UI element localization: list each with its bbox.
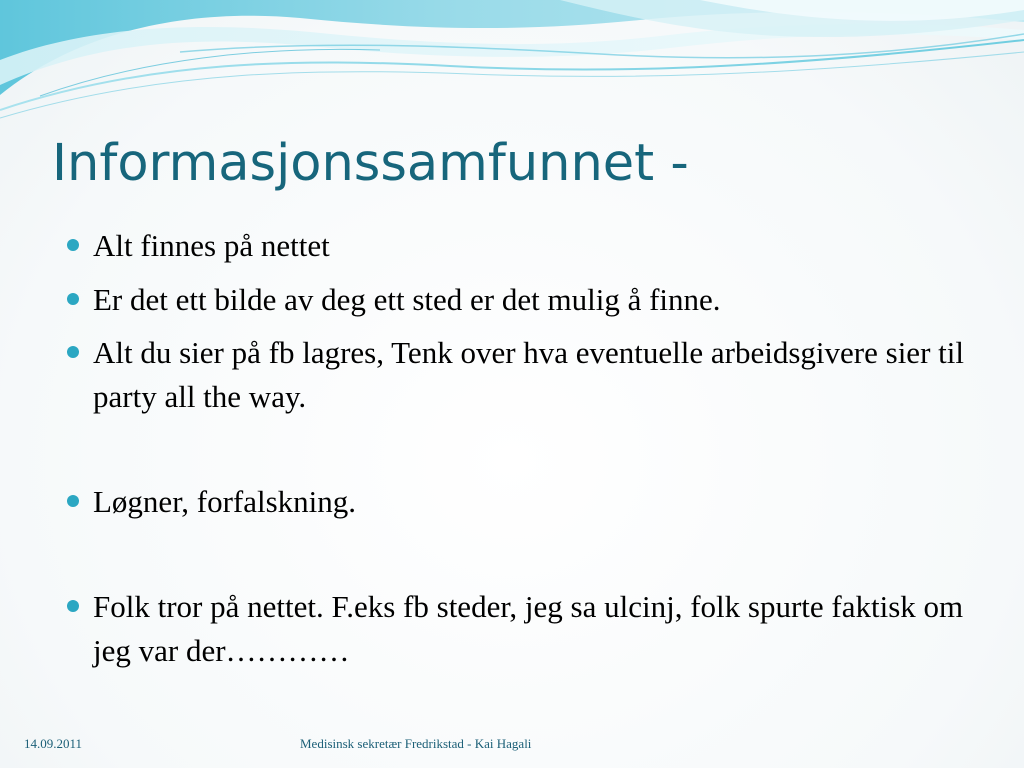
bullet-dot-icon (67, 600, 79, 612)
footer-author: Medisinsk sekretær Fredrikstad - Kai Hagali (300, 736, 532, 751)
bullet-text: Alt finnes på nettet (93, 228, 330, 263)
bullet-text: Alt du sier på fb lagres, Tenk over hva eventuelle arbeidsgivere sier til party all the way. (93, 335, 964, 414)
bullet-dot-icon (67, 293, 79, 305)
bullet-dot-icon (67, 239, 79, 251)
bullet-text: Er det ett bilde av deg ett sted er det mulig å finne. (93, 282, 721, 317)
bullet-dot-icon (67, 495, 79, 507)
bullet-list (64, 224, 964, 673)
bullet-dot-icon (67, 346, 79, 358)
bullet-text: Løgner, forfalskning. (93, 484, 357, 519)
bullet-text: Folk tror på nettet. F.eks fb steder, jeg sa ulcinj, folk spurte faktisk om jeg var der………… (93, 589, 964, 668)
bullet-item (64, 331, 964, 419)
bullet-item (64, 224, 964, 268)
footer-date: 14.09.2011 (24, 736, 83, 751)
bullet-item (64, 278, 964, 322)
wave-header-decoration (0, 0, 1024, 130)
bullet-item (64, 480, 964, 524)
slide-title: Informasjonssamfunnet - (52, 134, 689, 193)
bullet-item (64, 585, 964, 673)
